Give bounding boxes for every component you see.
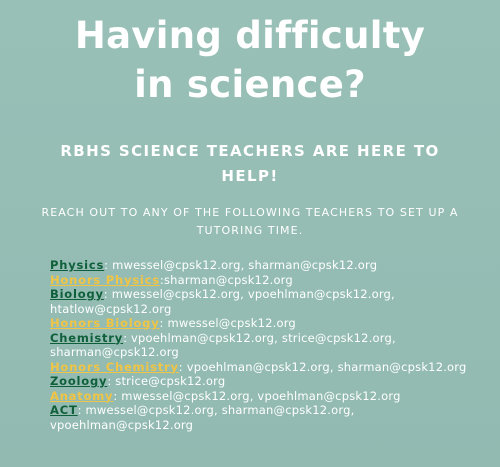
- intro-line-2: TUTORING TIME.: [196, 224, 304, 237]
- subject-label-honors-biology: Honors Biology: [50, 316, 160, 330]
- subject-emails-biology: mwessel@cpsk12.org, vpoehlman@cpsk12.org,: [111, 287, 395, 301]
- subject-label-honors-chemistry: Honors Chemistry: [50, 359, 179, 374]
- subject-emails-honors-biology: mwessel@cpsk12.org: [167, 316, 296, 330]
- subject-separator: :: [103, 287, 112, 301]
- subject-separator: :: [77, 403, 86, 417]
- subject-separator: :: [113, 388, 122, 403]
- subject-separator: :: [159, 316, 168, 330]
- subject-emails-act: mwessel@cpsk12.org, sharman@cpsk12.org,: [85, 403, 355, 417]
- subject-row-biology-continued: [50, 302, 490, 317]
- intro-line-1: REACH OUT TO ANY OF THE FOLLOWING TEACHERS TO SET UP A: [41, 206, 459, 219]
- subject-emails-honors-physics: sharman@cpsk12.org: [163, 272, 293, 287]
- subject-row-honors-chemistry: [50, 360, 490, 375]
- subject-label-zoology: Zoology: [50, 374, 108, 388]
- subject-emails-physics: mwessel@cpsk12.org, sharman@cpsk12.org: [112, 258, 378, 272]
- subject-row-physics: [50, 258, 490, 273]
- subject-row-anatomy: [50, 389, 490, 404]
- teacher-contact-list: [50, 258, 490, 432]
- subject-row-act: [50, 403, 490, 418]
- subject-separator: :: [159, 272, 164, 287]
- subject-label-physics: Physics: [50, 258, 105, 272]
- subheadline-line-1: RBHS SCIENCE TEACHERS ARE HERE TO: [60, 142, 440, 160]
- subject-emails-anatomy: mwessel@cpsk12.org, vpoehlman@cpsk12.org: [121, 388, 401, 403]
- subject-separator: :: [178, 359, 187, 374]
- subject-emails-act-continued: vpoehlman@cpsk12.org: [50, 417, 194, 432]
- subject-emails-chemistry: vpoehlman@cpsk12.org, strice@cpsk12.org,: [131, 330, 396, 345]
- subject-label-anatomy: Anatomy: [50, 388, 114, 403]
- subject-label-chemistry: Chemistry: [50, 330, 124, 345]
- headline-line-1: Having difficulty: [74, 14, 426, 57]
- subject-separator: :: [123, 330, 131, 345]
- subject-separator: :: [104, 258, 113, 272]
- subject-emails-honors-chemistry: vpoehlman@cpsk12.org, sharman@cpsk12.org: [186, 359, 467, 374]
- headline-line-2: in science?: [134, 63, 366, 106]
- subject-row-chemistry-continued: [50, 345, 490, 360]
- subject-row-biology: [50, 287, 490, 302]
- subject-row-honors-physics: [50, 273, 490, 288]
- subject-emails-chemistry-continued: sharman@cpsk12.org: [50, 345, 179, 359]
- subject-label-honors-physics: Honors Physics: [50, 272, 160, 287]
- subject-separator: :: [107, 374, 116, 388]
- subheadline-line-2: HELP!: [221, 167, 279, 185]
- subject-label-act: ACT: [50, 403, 78, 417]
- subject-emails-biology-continued: htatlow@cpsk12.org: [50, 301, 172, 316]
- subject-label-biology: Biology: [50, 287, 104, 301]
- subject-row-zoology: [50, 374, 490, 389]
- subject-row-act-continued: [50, 418, 490, 433]
- subject-row-chemistry: [50, 331, 490, 346]
- subject-row-honors-biology: [50, 316, 490, 331]
- subject-emails-zoology: strice@cpsk12.org: [115, 374, 226, 388]
